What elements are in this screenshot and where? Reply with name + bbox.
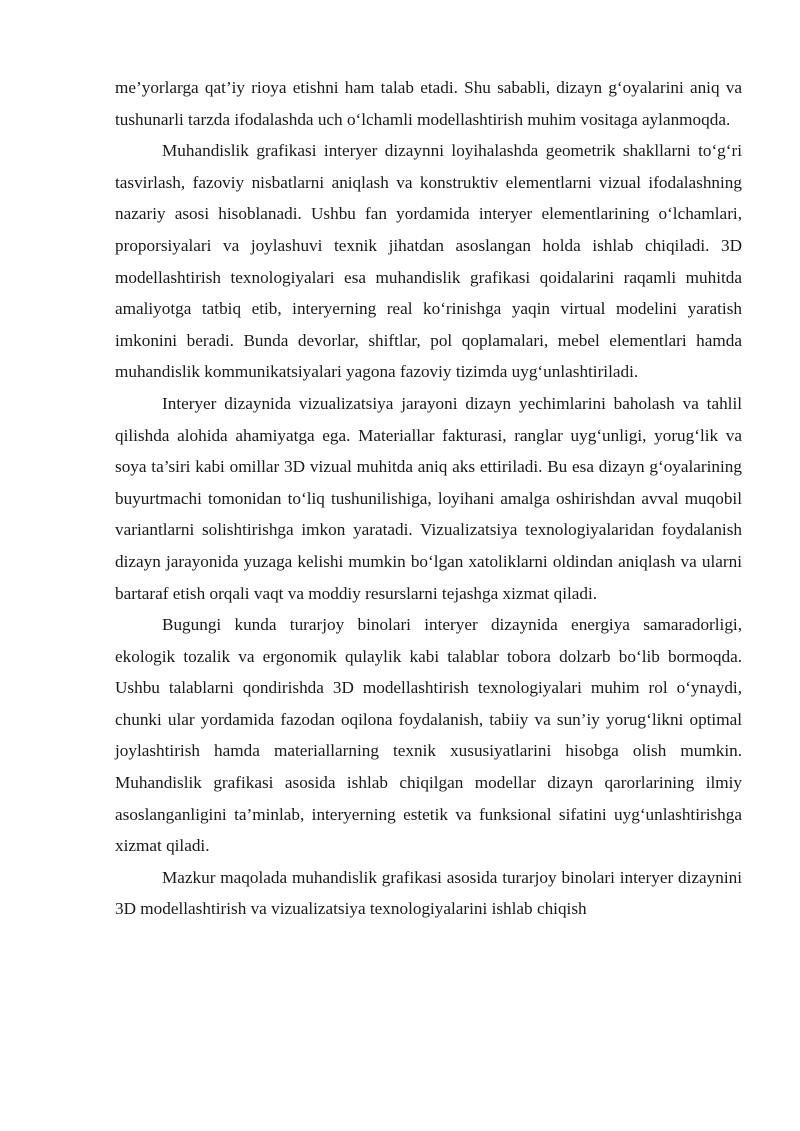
paragraph-requirements: Bugungi kunda turarjoy binolari interyer dizaynida energiya samaradorligi, ekologik tozalik va ergonomik qulaylik kabi talablar tobora dolzarb bo‘lib bormoqda. Ushbu talablarni qondirishda 3D modellashtirish texnologiyalari muhim rol o‘ynaydi, chunki ular yordamida fazodan oqilona foydalanish, tabiiy va sun’iy yorug‘likni optimal joylashtirish hamda materiallarning texnik xususiyatlarini hisobga olish mumkin. Muhandislik grafikasi asosida ishlab chiqilgan modellar dizayn qarorlarining ilmiy asoslanganligini ta’minlab, interyerning estetik va funksional sifatini uyg‘unlashtirishga xizmat qiladi. — [115, 615, 742, 856]
paragraph-article-aim: Mazkur maqolada muhandislik grafikasi asosida turarjoy binolari interyer dizaynini 3D modellashtirish va vizualizatsiya texnologiyalarini ishlab chiqish — [115, 867, 742, 919]
paragraph-engineering-graphics: Muhandislik grafikasi interyer dizaynni loyihalashda geometrik shakllarni to‘g‘ri tasvirlash, fazoviy nisbatlarni aniqlash va konstruktiv elementlarni vizual ifodalashning nazariy asosi hisoblanadi. Ushbu fan yordamida interyer elementlarining o‘lchamlari, proporsiyalari va joylashuvi texnik jihatdan asoslangan holda ishlab chiqiladi. 3D modellashtirish texnologiyalari esa muhandislik grafikasi qoidalarini raqamli muhitda amaliyotga tatbiq etib, interyerning real ko‘rinishga yaqin virtual modelini yaratish imkonini beradi. Bunda devorlar, shiftlar, pol qoplamalari, mebel elementlari hamda muhandislik kommunikatsiyalari yagona fazoviy tizimda uyg‘unlashtiriladi. — [115, 141, 742, 382]
document-page — [115, 72, 742, 925]
paragraph-continuation: me’yorlarga qat’iy rioya etishni ham talab etadi. Shu sababli, dizayn g‘oyalarini aniq va tushunarli tarzda ifodalashda uch o‘lchamli modellashtirish muhim vositaga aylanmoqda. — [115, 78, 742, 129]
paragraph-visualization: Interyer dizaynida vizualizatsiya jarayoni dizayn yechimlarini baholash va tahlil qilishda alohida ahamiyatga ega. Materiallar fakturasi, ranglar uyg‘unligi, yorug‘lik va soya ta’siri kabi omillar 3D vizual muhitda aniq aks ettiriladi. Bu esa dizayn g‘oyalarining buyurtmachi tomonidan to‘liq tushunilishiga, loyihani amalga oshirishdan avval muqobil variantlarni solishtirishga imkon yaratadi. Vizualizatsiya texnologiyalaridan foydalanish dizayn jarayonida yuzaga kelishi mumkin bo‘lgan xatoliklarni oldindan aniqlash va ularni bartaraf etish orqali vaqt va moddiy resurslarni tejashga xizmat qiladi. — [115, 393, 742, 603]
